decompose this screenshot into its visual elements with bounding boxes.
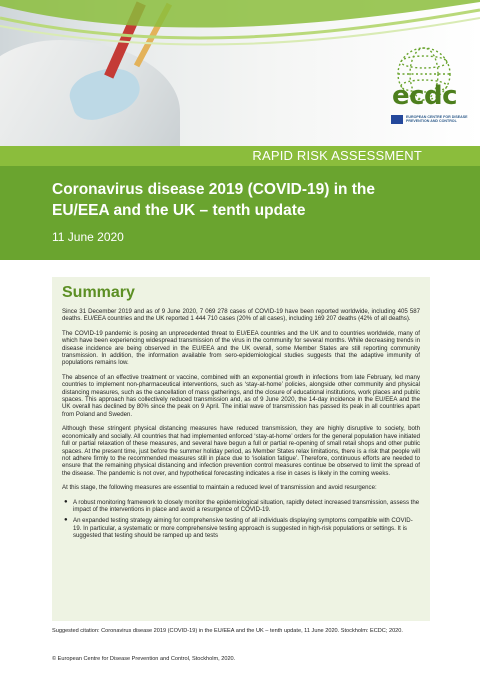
bullet-icon: ● xyxy=(64,498,68,505)
summary-paragraph: Although these stringent physical distancing measures have reduced transmission, they are highly disruptive to society, both economically and socially. All countries that had implemented enforced ‘stay-at-home’ orders for the general population have initiated full or partial relaxation of these measures, and several have begun a full or partial re-opening of small retail shops and other public spaces. At the present time, just before the summer holiday period, as Member States relax limitations, there is a risk that people will not adhere firmly to the recommended measures still in place due to ‘isolation fatigue’. Therefore, continuous efforts are needed to ensure that the remaining physical distancing and infection prevention control measures continue be observed to limit the spread of the disease. The pandemic is not over, and hypothetical forecasting indicates a rise in cases is likely in the coming weeks. xyxy=(62,425,420,477)
summary-box xyxy=(52,277,430,621)
copyright-notice: © European Centre for Disease Prevention and Control, Stockholm, 2020. xyxy=(52,656,236,662)
summary-bullet-text: An expanded testing strategy aiming for comprehensive testing of all individuals displaying symptoms compatible with COVID-19. In particular, a systematic or more comprehensive testing approach is suggested in high-risk populations or settings. It is suggested that testing should be ramped up and tests xyxy=(73,517,413,540)
summary-paragraph: The absence of an effective treatment or vaccine, combined with an exponential growth in infections from late February, led many countries to implement non-pharmaceutical interventions, such as ‘stay-at-home’ policies, alongside other community and physical distancing measures, such as the cancellation of mass gatherings, and the closure of educational institutions, work places and public spaces. This approach has collectively reduced transmission and, as of 9 June 2020, the 14-day incidence in the EU/EEA and the UK overall has declined by 80% since the peak on 9 April. The initial wave of transmission has passed its peak in all countries apart from Poland and Sweden. xyxy=(62,373,420,418)
summary-bullet-item xyxy=(64,499,420,514)
ecdc-logo-text: ecdc xyxy=(392,81,458,111)
summary-paragraph: Since 31 December 2019 and as of 9 June 2020, 7 069 278 cases of COVID-19 have been reported worldwide, including 405 587 deaths. EU/EEA countries and the UK reported 1 444 710 cases (20% of all cases), including 169 207 deaths (42% of all deaths). xyxy=(62,308,420,323)
summary-heading: Summary xyxy=(62,284,135,301)
title-banner xyxy=(0,146,480,260)
document-type-label: RAPID RISK ASSESSMENT xyxy=(0,146,480,166)
summary-paragraph: The COVID-19 pandemic is posing an unprecedented threat to EU/EEA countries and the UK and to countries worldwide, many of which have been experiencing widespread transmission of the virus in the community for several months. While decreasing trends in disease incidence are being observed in the EU/EEA and the UK overall, some Member States are still reporting community transmission. In addition, the information available from sero-epidemiological studies suggests that the adaptive immunity of populations remains low. xyxy=(62,329,420,367)
summary-bullet-text: A robust monitoring framework to closely monitor the epidemiological situation, rapidly detect increased transmission, assess the impact of the interventions in place and avoid a resurgence of COVID-19. xyxy=(73,498,420,513)
summary-paragraph: At this stage, the following measures are essential to maintain a reduced level of transmission and avoid resurgence: xyxy=(62,484,377,492)
suggested-citation: Suggested citation: Coronavirus disease 2019 (COVID-19) in the EU/EEA and the UK – tenth update, 11 June 2020. Stockholm: ECDC; 2020. xyxy=(52,628,403,634)
summary-bullet-list xyxy=(64,499,420,540)
eu-flag-icon xyxy=(391,115,403,124)
document-title: Coronavirus disease 2019 (COVID-19) in the EU/EEA and the UK – tenth update xyxy=(52,181,376,219)
bullet-icon: ● xyxy=(64,517,68,524)
summary-bullet-item xyxy=(64,517,420,539)
ecdc-logo-subtitle: EUROPEAN CENTRE FOR DISEASE PREVENTION AND CONTROL xyxy=(406,115,468,124)
document-date: 11 June 2020 xyxy=(52,230,124,244)
